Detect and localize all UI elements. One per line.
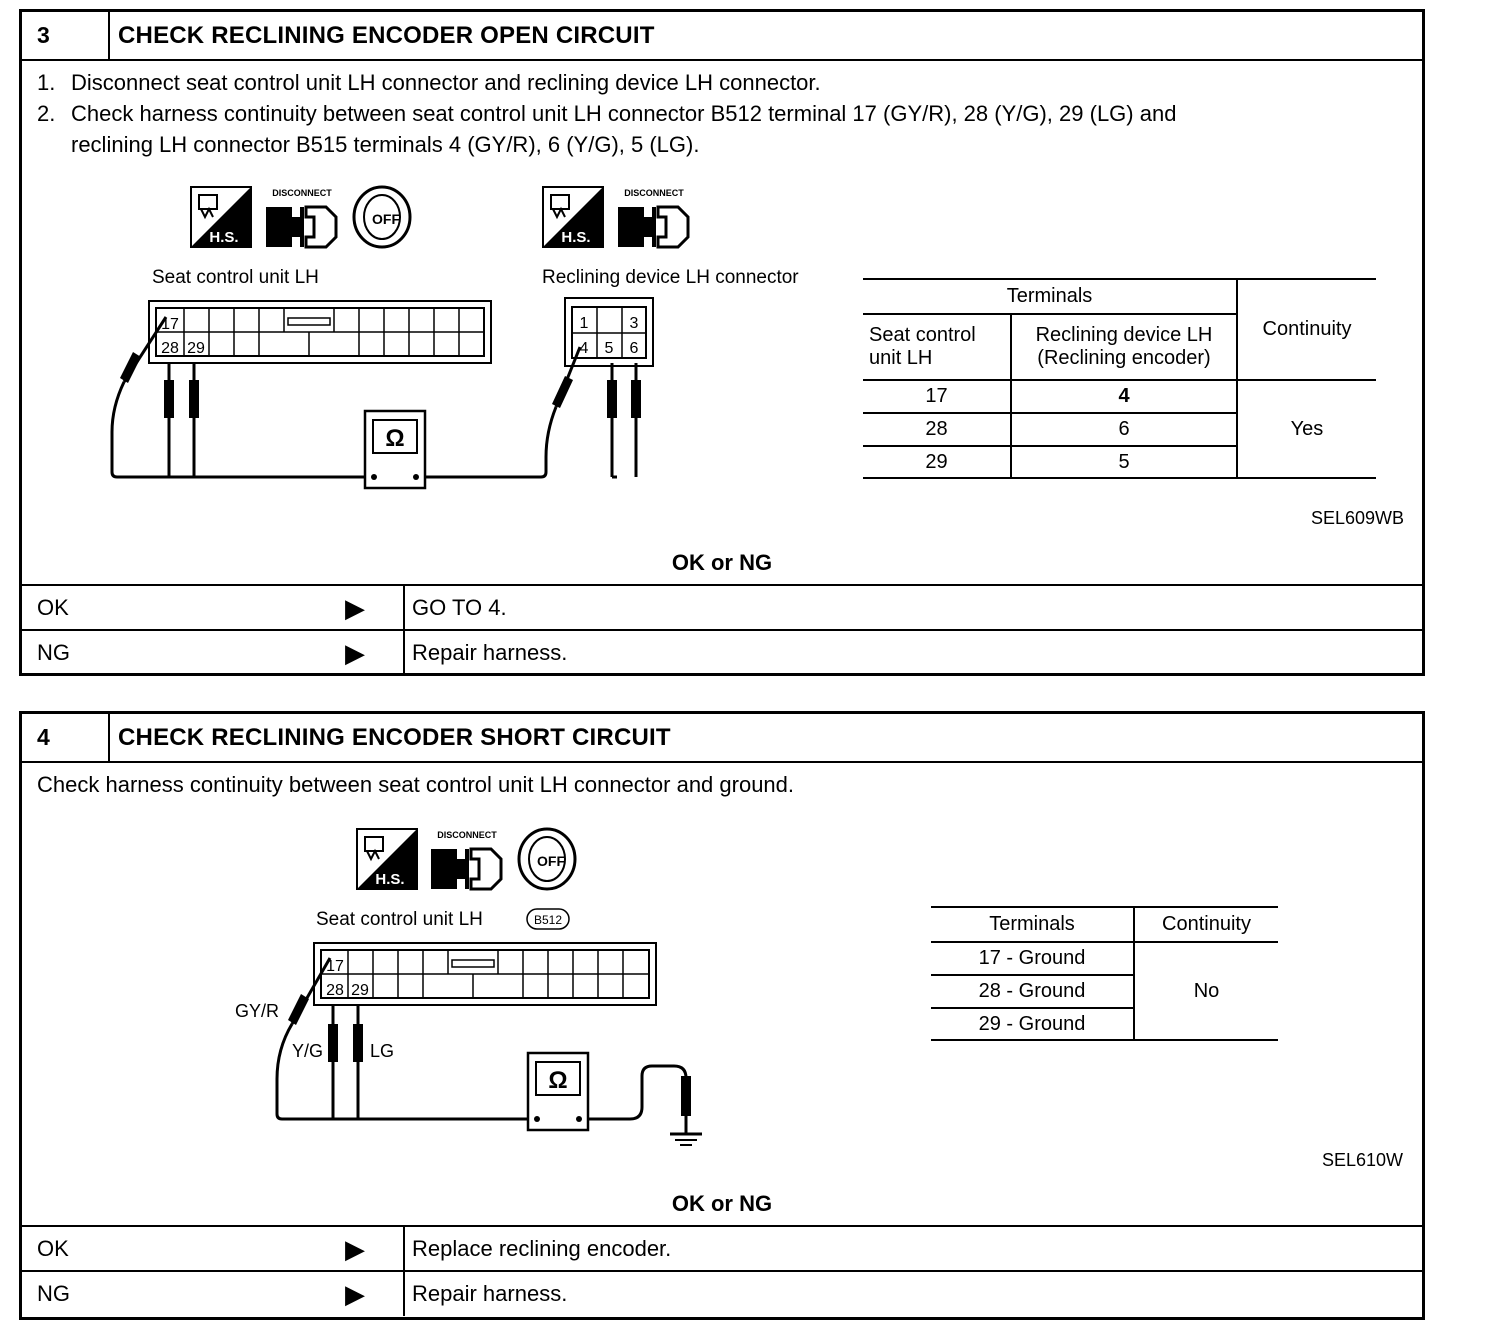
seat-control-col-header: Seat control unit LH [863,314,1011,380]
table-cell: 17 - Ground [931,942,1134,975]
continuity-result: No [1134,942,1278,1040]
disconnect-icon [618,188,688,247]
figure-code: SEL610W [1322,1150,1404,1170]
svg-text:DISCONNECT: DISCONNECT [272,188,332,198]
result-row-ng [22,1270,1422,1316]
step-number: 3 [22,12,110,59]
ohmmeter-icon [365,411,425,488]
svg-text:5: 5 [604,340,614,357]
seat-control-connector [314,943,656,1005]
table-cell: 4 [1011,380,1237,413]
instruction-text: Check harness continuity between seat control unit LH connector and ground. [37,772,795,797]
svg-text:28: 28 [326,982,344,999]
svg-text:H.S.: H.S. [375,871,405,888]
reclining-device-label: Reclining device LH connector [542,267,799,288]
disconnect-icon [266,188,336,247]
step-3-box [19,9,1425,676]
table-cell: 28 - Ground [931,975,1134,1008]
step-4-box [19,711,1425,1320]
seat-control-connector [149,301,491,363]
table-cell: 28 [863,413,1011,446]
result-label: OK [37,595,69,620]
ok-or-ng-label: OK or NG [671,1191,773,1216]
result-row-ng [22,629,1422,675]
svg-text:B512: B512 [533,913,563,927]
seat-control-label: Seat control unit LH [316,909,483,930]
result-action: Replace reclining encoder. [412,1236,672,1261]
svg-text:29: 29 [351,982,369,999]
result-label: OK [37,1236,69,1261]
harness-sign-icon [543,187,603,247]
reclining-connector [565,298,653,366]
svg-text:Ω: Ω [385,425,405,452]
result-label: NG [37,1281,70,1306]
wire-label-lg: LG [370,1041,395,1061]
disconnect-icon [431,830,501,889]
svg-text:17: 17 [326,958,344,975]
arrow-icon: ▶ [345,593,365,623]
connector-code-badge [527,909,569,929]
result-action: GO TO 4. [412,595,507,620]
result-row-ok [22,584,1422,630]
svg-text:H.S.: H.S. [561,229,591,246]
result-action: Repair harness. [412,1281,568,1306]
continuity-result: Yes [1237,380,1376,478]
svg-text:Ω: Ω [548,1067,568,1094]
table-cell: 29 [863,446,1011,478]
ignition-off-icon [519,829,575,889]
step-title: CHECK RECLINING ENCODER SHORT CIRCUIT [118,724,671,751]
step-title: CHECK RECLINING ENCODER OPEN CIRCUIT [118,22,655,49]
continuity-header: Continuity [1237,279,1376,380]
ohmmeter-icon [528,1053,588,1130]
result-row-ok [22,1225,1422,1271]
terminals-header: Terminals [931,907,1134,942]
table-cell: 29 - Ground [931,1008,1134,1040]
svg-text:29: 29 [187,340,205,357]
harness-sign-icon [357,829,417,889]
svg-text:H.S.: H.S. [209,229,239,246]
svg-text:6: 6 [629,340,639,357]
step-number: 4 [22,714,110,761]
continuity-header: Continuity [1134,907,1278,942]
arrow-icon: ▶ [345,1234,365,1264]
wire-label-gyr: GY/R [235,1001,280,1021]
ignition-off-icon [354,187,410,247]
terminals-table [931,906,1278,1041]
ok-or-ng-label: OK or NG [671,550,773,575]
harness-sign-icon [191,187,251,247]
result-label: NG [37,640,70,665]
table-cell: 6 [1011,413,1237,446]
table-cell: 17 [863,380,1011,413]
table-cell: 5 [1011,446,1237,478]
svg-text:4: 4 [579,340,589,357]
figure-code: SEL609WB [1311,508,1405,528]
svg-text:28: 28 [161,340,179,357]
reclining-col-header: Reclining device LH (Reclining encoder) [1011,314,1237,380]
instruction-item: 2. Check harness continuity between seat control unit LH connector B512 terminal 17 (GY/R), 28 (Y/G), 29 (LG) and [37,101,1177,126]
terminals-header: Terminals [863,279,1237,314]
svg-text:3: 3 [629,315,639,332]
svg-text:17: 17 [161,316,179,333]
svg-text:DISCONNECT: DISCONNECT [624,188,684,198]
svg-text:OFF: OFF [372,211,400,227]
arrow-icon: ▶ [345,638,365,668]
result-action: Repair harness. [412,640,568,665]
svg-text:OFF: OFF [537,853,565,869]
instruction-item: 1. Disconnect seat control unit LH connector and reclining device LH connector. [37,70,821,95]
svg-text:DISCONNECT: DISCONNECT [437,830,497,840]
seat-control-label: Seat control unit LH [152,267,319,288]
terminals-table [863,278,1376,479]
instruction-continuation: reclining LH connector B515 terminals 4 (GY/R), 6 (Y/G), 5 (LG). [71,132,700,157]
arrow-icon: ▶ [345,1279,365,1309]
svg-text:1: 1 [579,315,589,332]
wire-label-yg: Y/G [292,1041,324,1061]
